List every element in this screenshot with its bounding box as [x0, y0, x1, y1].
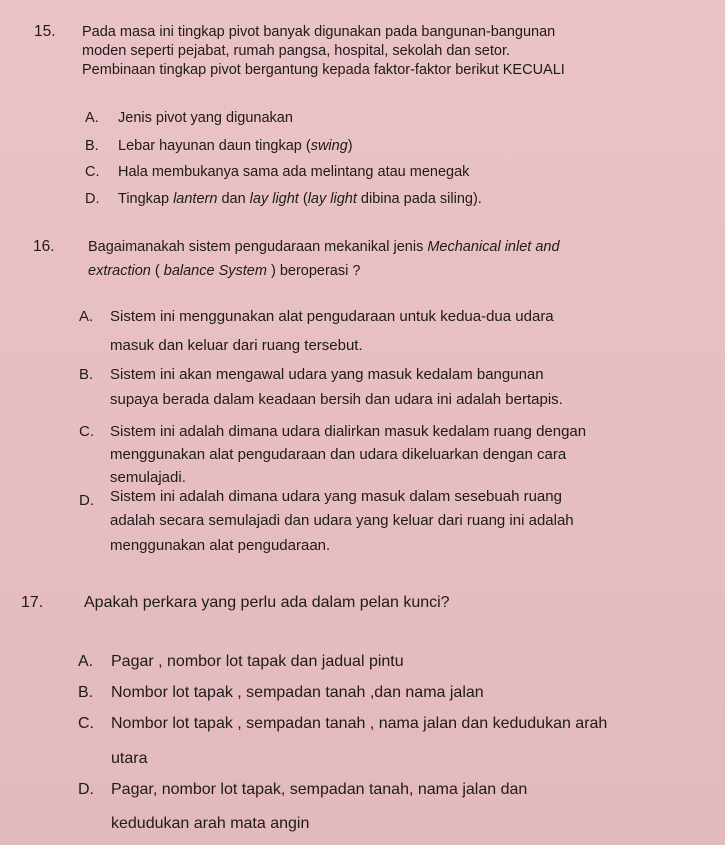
option-letter: A.: [78, 653, 94, 670]
option-letter: A.: [85, 110, 99, 126]
option-text: Sistem ini adalah dimana udara dialirkan masuk kedalam ruang dengan: [110, 423, 587, 440]
option-text: menggunakan alat pengudaraan dan udara dikeluarkan dengan cara: [110, 446, 567, 463]
option-letter: A.: [79, 308, 94, 325]
option-text: semulajadi.: [110, 469, 186, 486]
option-letter: D.: [85, 191, 100, 207]
option-text: supaya berada dalam keadaan bersih dan udara ini adalah bertapis.: [110, 391, 563, 408]
option-letter: C.: [85, 164, 100, 180]
question-text-line: Pada masa ini tingkap pivot banyak digunakan pada bangunan-bangunan: [82, 24, 556, 40]
question-text-line: Bagaimanakah sistem pengudaraan mekanikal jenis Mechanical inlet and: [88, 239, 560, 255]
option-letter: B.: [79, 366, 94, 383]
option-letter: C.: [78, 715, 94, 732]
question-number: 15.: [34, 23, 56, 40]
option-text: menggunakan alat pengudaraan.: [110, 537, 331, 554]
option-text: utara: [111, 750, 148, 767]
option-letter: B.: [78, 684, 94, 701]
option-text: Pagar, nombor lot tapak, sempadan tanah, nama jalan dan: [111, 781, 528, 798]
option-text: Nombor lot tapak , sempadan tanah , nama jalan dan kedudukan arah: [111, 715, 608, 732]
option-text: masuk dan keluar dari ruang tersebut.: [110, 337, 363, 354]
option-text: Hala membukanya sama ada melintang atau menegak: [118, 164, 470, 180]
question-number: 16.: [33, 238, 55, 255]
option-text: Sistem ini menggunakan alat pengudaraan untuk kedua-dua udara: [110, 308, 554, 325]
option-letter: C.: [79, 423, 94, 440]
option-text: Jenis pivot yang digunakan: [118, 110, 293, 126]
option-text: kedudukan arah mata angin: [111, 815, 310, 832]
option-text: Sistem ini akan mengawal udara yang masuk kedalam bangunan: [110, 366, 544, 383]
option-text: Nombor lot tapak , sempadan tanah ,dan nama jalan: [111, 684, 484, 701]
option-text: Pagar , nombor lot tapak dan jadual pintu: [111, 653, 404, 670]
question-number: 17.: [21, 594, 44, 611]
question-text-line: Apakah perkara yang perlu ada dalam pelan kunci?: [84, 594, 450, 611]
question-text-line: moden seperti pejabat, rumah pangsa, hospital, sekolah dan setor.: [82, 43, 511, 59]
option-text: adalah secara semulajadi dan udara yang keluar dari ruang ini adalah: [110, 512, 574, 529]
question-text-line: Pembinaan tingkap pivot bergantung kepada faktor-faktor berikut KECUALI: [82, 62, 565, 78]
option-letter: D.: [78, 781, 94, 798]
option-letter: D.: [79, 492, 94, 509]
option-letter: B.: [85, 138, 99, 154]
option-text: Tingkap lantern dan lay light (lay light dibina pada siling).: [118, 191, 482, 207]
option-text: Sistem ini adalah dimana udara yang masuk dalam sesebuah ruang: [110, 488, 562, 505]
option-text: Lebar hayunan daun tingkap (swing): [118, 138, 353, 154]
question-text-line: extraction ( balance System ) beroperasi ?: [88, 263, 361, 279]
